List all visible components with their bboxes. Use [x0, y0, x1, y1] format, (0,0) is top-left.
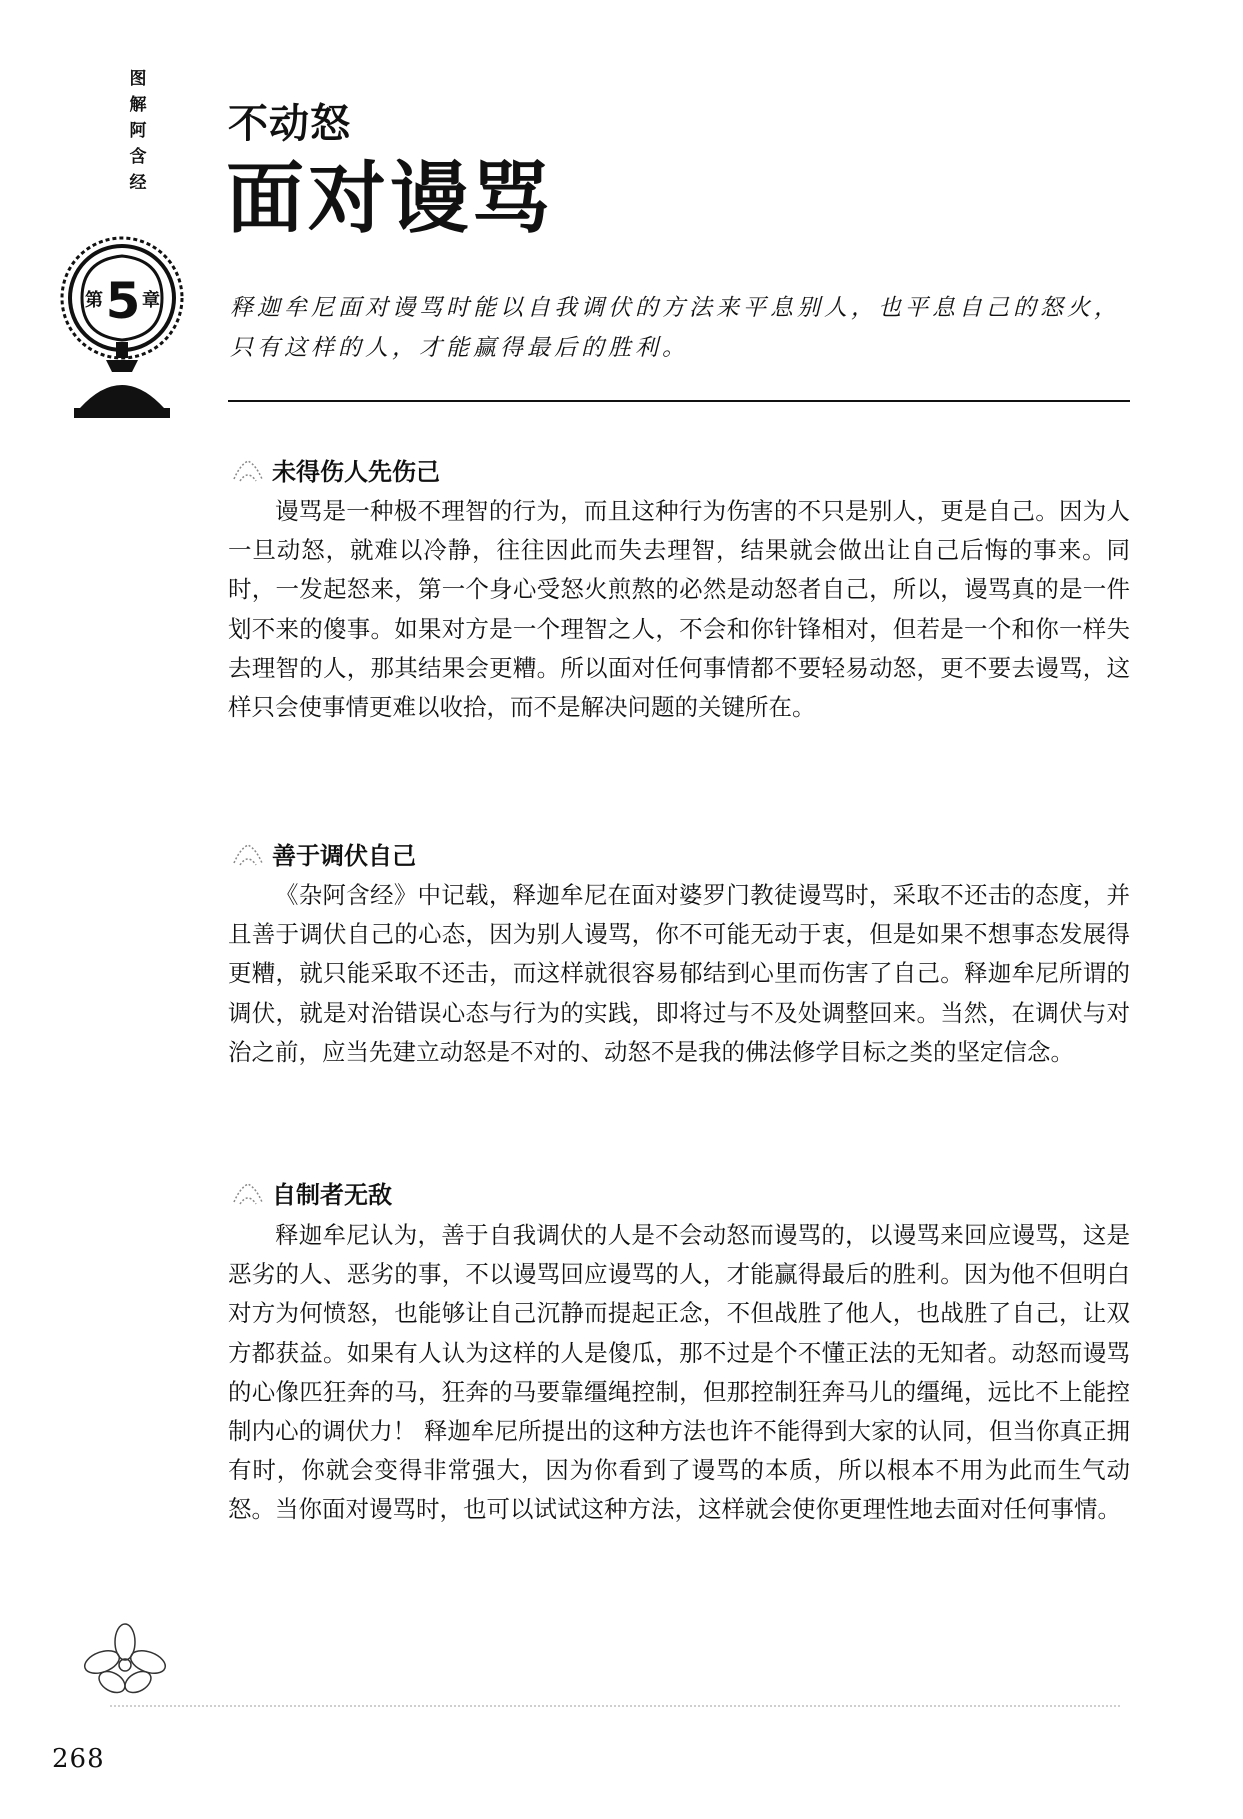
book-title-char: 图	[129, 69, 147, 89]
footer-dotted-rule	[110, 1705, 1120, 1709]
section-body: 谩骂是一种极不理智的行为，而且这种行为伤害的不只是别人，更是自己。因为人一旦动怒，就难以冷静，往往因此而失去理智，结果就会做出让自己后悔的事来。同时，一发起怒来，第一个身心受怒火煎熬的必然是动怒者自己，所以，谩骂真的是一件划不来的傻事。如果对方是一个理智之人，不会和你针锋相对，但若是一个和你一样失去理智的人，那其结果会更糟。所以面对任何事情都不要轻易动怒，更不要去谩骂，这样只会使事情更难以收拾，而不是解决问题的关键所在。	[228, 497, 1130, 722]
book-title-char: 含	[129, 147, 147, 167]
section-heading-text: 善于调伏自己	[272, 842, 416, 870]
flower-ornament-icon	[80, 1620, 170, 1700]
section-kicker: 不动怒	[228, 100, 351, 147]
lotus-ornament-icon	[230, 841, 266, 871]
section-heading	[230, 841, 416, 871]
book-title-vertical	[120, 66, 156, 196]
chapter-prefix: 第	[85, 290, 103, 311]
chapter-emblem	[40, 230, 205, 430]
book-title-char: 解	[129, 95, 147, 115]
chapter-suffix: 章	[142, 290, 160, 311]
lotus-ornament-icon	[230, 457, 266, 487]
divider	[228, 400, 1130, 402]
section-heading-text: 自制者无敌	[272, 1181, 392, 1209]
book-title-char: 阿	[129, 121, 147, 141]
intro-paragraph: 释迦牟尼面对谩骂时能以自我调伏的方法来平息别人，也平息自己的怒火，只有这样的人，才能赢得最后的胜利。	[230, 295, 1121, 361]
chapter-number: 5	[105, 272, 141, 330]
page-title: 面对谩骂	[226, 153, 555, 244]
page-number: 268	[52, 1744, 105, 1774]
section-body: 释迦牟尼认为，善于自我调伏的人是不会动怒而谩骂的，以谩骂来回应谩骂，这是恶劣的人、恶劣的事，不以谩骂回应谩骂的人，才能赢得最后的胜利。因为他不但明白对方为何愤怒，也能够让自己沉静而提起正念，不但战胜了他人，也战胜了自己，让双方都获益。如果有人认为这样的人是傻瓜，那不过是个不懂正法的无知者。动怒而谩骂的心像匹狂奔的马，狂奔的马要靠缰绳控制，但那控制狂奔马儿的缰绳，远比不上能控制内心的调伏力！ 释迦牟尼所提出的这种方法也许不能得到大家的认同，但当你真正拥有时，你就会变得非常强大，因为你看到了谩骂的本质，所以根本不用为此而生气动怒。当你面对谩骂时，也可以试试这种方法，这样就会使你更理性地去面对任何事情。	[228, 1221, 1130, 1524]
section-body: 《杂阿含经》中记载，释迦牟尼在面对婆罗门教徒谩骂时，采取不还击的态度，并且善于调伏自己的心态，因为别人谩骂，你不可能无动于衷，但是如果不想事态发展得更糟，就只能采取不还击，而这样就很容易郁结到心里而伤害了自己。释迦牟尼所谓的调伏，就是对治错误心态与行为的实践，即将过与不及处调整回来。当然，在调伏与对治之前，应当先建立动怒是不对的、动怒不是我的佛法修学目标之类的坚定信念。	[228, 881, 1130, 1066]
section-heading	[230, 457, 440, 487]
lotus-ornament-icon	[230, 1180, 266, 1210]
book-title-char: 经	[129, 173, 147, 193]
section-heading-text: 未得伤人先伤己	[272, 458, 440, 486]
section-heading	[230, 1180, 392, 1210]
